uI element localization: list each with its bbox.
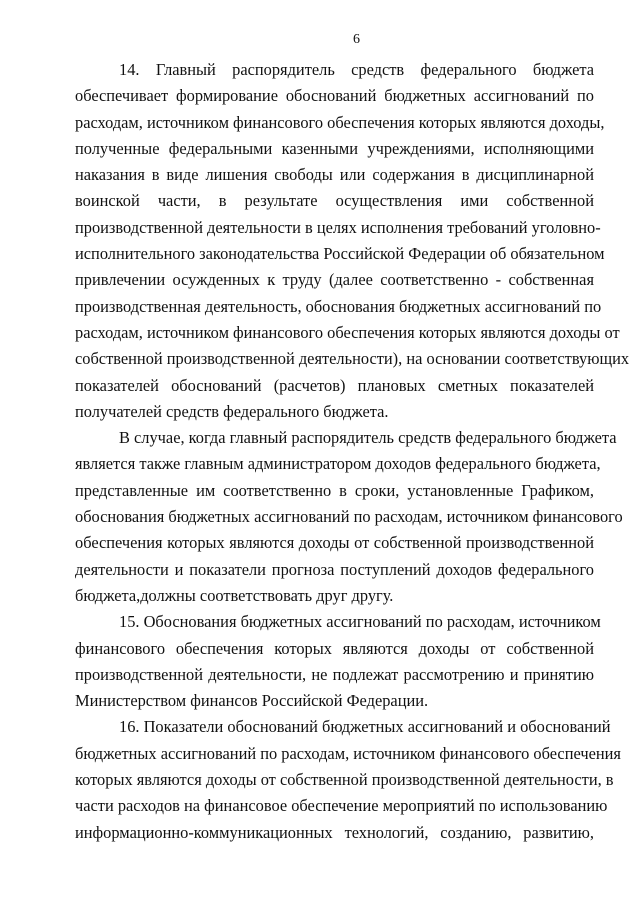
text-line: является также главным администратором доходов федерального бюджета, bbox=[75, 454, 601, 474]
text-line: информационно-коммуникационных технологий, созданию, развитию, bbox=[75, 822, 594, 842]
document-body bbox=[75, 57, 630, 846]
text-line: части расходов на финансовое обеспечение мероприятий по использованию bbox=[75, 796, 608, 816]
text-line: 15. Обоснования бюджетных ассигнований по расходам, источником bbox=[119, 612, 601, 632]
text-line: бюджетных ассигнований по расходам, источником финансового обеспечения bbox=[75, 743, 621, 763]
page-number: 6 bbox=[353, 32, 360, 47]
text-line: Министерством финансов Российской Федерации. bbox=[75, 691, 429, 711]
text-line: обеспечивает формирование обоснований бюджетных ассигнований по bbox=[75, 86, 594, 106]
text-line: производственной деятельности в целях исполнения требований уголовно- bbox=[75, 217, 601, 237]
text-line: собственной производственной деятельности), на основании соответствующих bbox=[75, 349, 630, 369]
text-line: расходам, источником финансового обеспечения которых являются доходы от bbox=[75, 322, 620, 342]
text-line: расходам, источником финансового обеспечения которых являются доходы, bbox=[75, 112, 605, 132]
text-line: деятельности и показатели прогноза поступлений доходов федерального bbox=[75, 559, 594, 579]
text-line: 16. Показатели обоснований бюджетных ассигнований и обоснований bbox=[119, 717, 611, 737]
text-line: финансового обеспечения которых являются доходы от собственной bbox=[75, 638, 594, 658]
text-line: наказания в виде лишения свободы или содержания в дисциплинарной bbox=[75, 165, 594, 185]
text-line: представленные им соответственно в сроки, установленные Графиком, bbox=[75, 480, 594, 500]
text-line: получателей средств федерального бюджета. bbox=[75, 401, 389, 421]
text-line: В случае, когда главный распорядитель средств федерального бюджета bbox=[119, 428, 617, 448]
text-line: воинской части, в результате осуществления ими собственной bbox=[75, 191, 594, 211]
paragraph-p16 bbox=[75, 714, 621, 845]
text-line: полученные федеральными казенными учреждениями, исполняющими bbox=[75, 138, 594, 158]
paragraph-p14 bbox=[75, 57, 630, 425]
paragraph-p15 bbox=[75, 609, 601, 714]
text-line: обеспечения которых являются доходы от собственной производственной bbox=[75, 533, 594, 553]
text-line: обоснования бюджетных ассигнований по расходам, источником финансового bbox=[75, 507, 623, 527]
text-line: показателей обоснований (расчетов) плановых сметных показателей bbox=[75, 375, 594, 395]
text-line: привлечении осужденных к труду (далее соответственно - собственная bbox=[75, 270, 594, 290]
text-line: производственная деятельность, обоснования бюджетных ассигнований по bbox=[75, 296, 602, 316]
paragraph-p14b bbox=[75, 425, 623, 609]
text-line: бюджета,должны соответствовать друг другу. bbox=[75, 585, 394, 605]
text-line: которых являются доходы от собственной производственной деятельности, в bbox=[75, 770, 614, 790]
text-line: 14. Главный распорядитель средств федерального бюджета bbox=[119, 60, 594, 79]
text-line: производственной деятельности, не подлежат рассмотрению и принятию bbox=[75, 664, 594, 684]
text-line: исполнительного законодательства Российской Федерации об обязательном bbox=[75, 244, 605, 264]
